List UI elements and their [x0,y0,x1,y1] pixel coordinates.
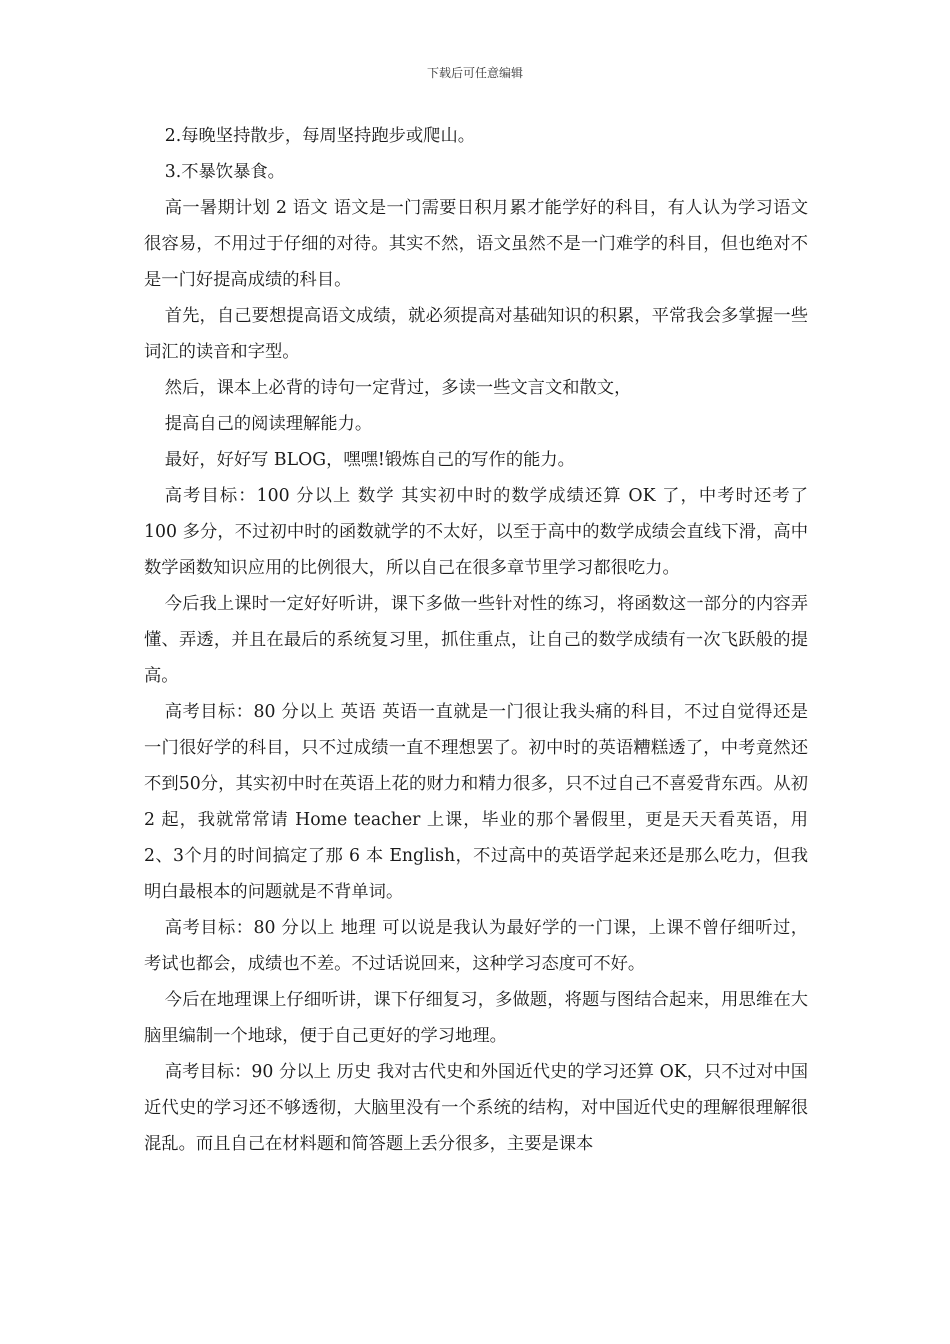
paragraph: 今后在地理课上仔细听讲，课下仔细复习，多做题，将题与图结合起来，用思维在大脑里编制一个地球，便于自己更好的学习地理。 [144,990,808,1046]
paragraph: 提高自己的阅读理解能力。 [164,414,373,434]
paragraph: 高考目标：100 分以上 数学 其实初中时的数学成绩还算 OK 了，中考时还考了 100 多分，不过初中时的函数就学的不太好，以至于高中的数学成绩会直线下滑，高中数学函数知识应用的比例很大，所以自己在很多章节里学习都很吃力。 [144,486,808,578]
paragraph: 然后，课本上必背的诗句一定背过，多读一些文言文和散文， [164,378,632,398]
paragraph: 首先，自己要想提高语文成绩，就必须提高对基础知识的积累，平常我会多掌握一些词汇的读音和字型。 [144,306,808,362]
paragraph: 高考目标：90 分以上 历史 我对古代史和外国近代史的学习还算 OK，只不过对中国近代史的学习还不够透彻，大脑里没有一个系统的结构，对中国近代史的理解很理解很混乱。而且自己在材料题和简答题上丢分很多，主要是课本 [144,1062,808,1154]
paragraph: 高考目标：80 分以上 英语 英语一直就是一门很让我头痛的科目，不过自觉得还是一门很好学的科目，只不过成绩一直不理想罢了。初中时的英语糟糕透了，中考竟然还不到50分，其实初中时在英语上花的财力和精力很多，只不过自己不喜爱背东西。从初 2 起，我就常常请 Home teacher 上课，毕业的那个暑假里，更是天天看英语，用 2、3个月的时间搞定了那 6 本 English，不过高中的英语学起来还是那么吃力，但我明白最根本的问题就是不背单词。 [144,702,808,902]
paragraph: 3.不暴饮暴食。 [164,162,285,182]
paragraph: 高一暑期计划 2 语文 语文是一门需要日积月累才能学好的科目，有人认为学习语文很容易，不用过于仔细的对待。其实不然，语文虽然不是一门难学的科目，但也绝对不是一门好提高成绩的科目。 [144,198,808,290]
paragraph: 今后我上课时一定好好听讲，课下多做一些针对性的练习，将函数这一部分的内容弄懂、弄透，并且在最后的系统复习里，抓住重点，让自己的数学成绩有一次飞跃般的提高。 [144,594,808,686]
page-header: 下载后可任意编辑 [426,66,523,80]
document-body [144,118,808,1162]
paragraph: 2.每晚坚持散步，每周坚持跑步或爬山。 [164,126,476,146]
paragraph: 高考目标：80 分以上 地理 可以说是我认为最好学的一门课，上课不曾仔细听过，考试也都会，成绩也不差。不过话说回来，这种学习态度可不好。 [144,918,808,974]
paragraph: 最好，好好写 BLOG，嘿嘿!锻炼自己的写作的能力。 [164,450,575,470]
